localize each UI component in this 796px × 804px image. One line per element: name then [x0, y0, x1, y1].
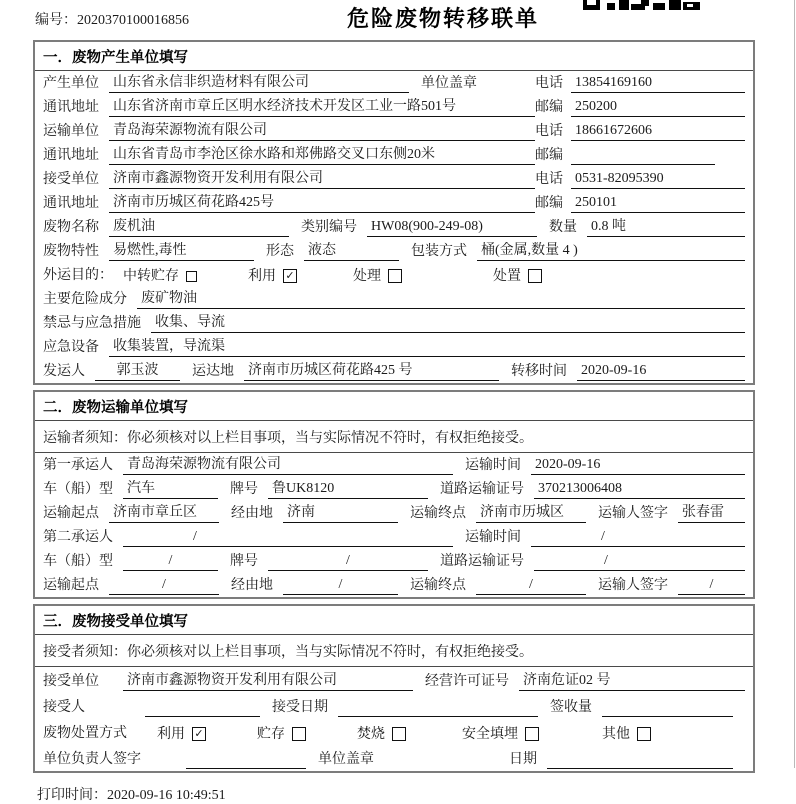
- receive-unit-label: 接受单位: [43, 172, 99, 187]
- receive-person-label: 接受人: [43, 700, 85, 715]
- via-label: 经由地: [231, 506, 273, 521]
- consignor-value: 郭玉波: [95, 362, 180, 381]
- purpose-option-label: 中转贮存: [123, 269, 179, 284]
- permit-value: 济南危证02 号: [519, 672, 745, 691]
- generator-postcode-field: [535, 96, 745, 117]
- section-generator: [33, 40, 755, 385]
- checkbox-unchecked-icon: [528, 269, 542, 283]
- waste-name-value: 废机油: [109, 218, 289, 237]
- serial-value: 2020370100016856: [77, 13, 189, 28]
- row-receiver-unit: [35, 667, 753, 693]
- purpose-label: 外运目的：: [43, 268, 113, 283]
- hazard-value: 废矿物油: [137, 290, 745, 309]
- vehicle2-value: /: [123, 552, 218, 571]
- sign2-value: /: [678, 576, 745, 595]
- vehicle-label: 车（船）型: [43, 554, 113, 569]
- destination-value: 济南市历城区荷花路425 号: [244, 362, 499, 381]
- vehicle-label: 车（船）型: [43, 482, 113, 497]
- checkbox-checked-icon: ✓: [192, 727, 206, 741]
- transport-phone-value: 18661672606: [571, 122, 745, 141]
- terminal-label: 运输终点: [410, 506, 466, 521]
- transport-time-label: 运输时间: [465, 530, 521, 545]
- date-label: 日期: [509, 752, 537, 767]
- receive-phone-value: 0531-82095390: [571, 170, 745, 189]
- disposal-option-label: 安全填埋: [462, 727, 518, 742]
- plate-label: 牌号: [230, 482, 258, 497]
- postcode-label: 邮编: [535, 100, 563, 115]
- receive-date-value: [338, 699, 538, 717]
- row-disposal: [35, 719, 753, 745]
- purpose-option-label: 处置: [493, 269, 521, 284]
- transporter-notice: 运输者须知：你必须核对以上栏目事项，当与实际情况不符时，有权拒绝接受。: [35, 421, 753, 453]
- checkbox-unchecked-icon: [637, 727, 651, 741]
- row-consignor: [35, 359, 753, 383]
- address-label: 通讯地址: [43, 100, 99, 115]
- transport-time2-value: /: [531, 528, 745, 547]
- purpose-option-utilize: [248, 265, 353, 285]
- receive-amount-value: [602, 699, 733, 717]
- disposal-option-label: 其他: [602, 727, 630, 742]
- checkbox-unchecked-icon: [292, 727, 306, 741]
- row-carrier1: [35, 453, 753, 477]
- row-generator-unit: [35, 71, 753, 95]
- packing-value: 桶(金属,数量 4 ): [477, 242, 745, 261]
- category-value: HW08(900-249-08): [367, 218, 537, 237]
- section-generator-title: 一．废物产生单位填写: [35, 42, 753, 71]
- form-value: 液态: [304, 242, 399, 261]
- origin-label: 运输起点: [43, 506, 99, 521]
- transport-time1-value: 2020-09-16: [531, 456, 745, 475]
- row-waste-name: [35, 215, 753, 239]
- checkbox-unchecked-icon: [388, 269, 402, 283]
- vehicle1-value: 汽车: [123, 480, 218, 499]
- packing-label: 包装方式: [411, 244, 467, 259]
- print-time: [0, 778, 796, 804]
- disposal-option-incinerate: [357, 723, 462, 743]
- via2-value: /: [283, 576, 398, 595]
- via-label: 经由地: [231, 578, 273, 593]
- carrier1-value: 青岛海荣源物流有限公司: [123, 456, 453, 475]
- section-transporter-title: 二．废物运输单位填写: [35, 392, 753, 421]
- disposal-label: 废物处置方式: [43, 726, 127, 741]
- purpose-option-treat: [353, 265, 493, 285]
- page-title: 危险废物转移联单: [346, 6, 539, 31]
- postcode-label: 邮编: [535, 148, 563, 163]
- checkbox-unchecked-icon: [525, 727, 539, 741]
- phone-label: 电话: [535, 172, 563, 187]
- postcode-label: 邮编: [535, 196, 563, 211]
- row-receiver-person: [35, 693, 753, 719]
- section-receiver-title: 三．废物接受单位填写: [35, 606, 753, 635]
- transport-time-label: 运输时间: [465, 458, 521, 473]
- transfer-time-value: 2020-09-16: [577, 362, 745, 381]
- via1-value: 济南: [283, 504, 398, 523]
- page-edge-line: [794, 0, 795, 768]
- receive-person-value: [145, 699, 260, 717]
- row-transport-unit: [35, 119, 753, 143]
- phone-label: 电话: [535, 124, 563, 139]
- receiver-notice: 接受者须知：你必须核对以上栏目事项，当与实际情况不符时，有权拒绝接受。: [35, 635, 753, 667]
- terminal-label: 运输终点: [410, 578, 466, 593]
- receive-phone-field: [535, 168, 745, 189]
- purpose-option-transfer-storage: [123, 265, 248, 285]
- transport-postcode-value: [571, 147, 715, 165]
- generator-address-value: 山东省济南市章丘区明水经济技术开发区工业一路501号: [109, 98, 535, 117]
- address-label: 通讯地址: [43, 196, 99, 211]
- permit-label: 经营许可证号: [425, 674, 509, 689]
- plate1-value: 鲁UK8120: [268, 480, 428, 499]
- receive-address-value: 济南市历城区荷花路425号: [109, 194, 535, 213]
- emergency-value: 收集、导流: [151, 314, 745, 333]
- manager-sign-value: [186, 751, 306, 769]
- serial-label: 编号：: [35, 13, 77, 28]
- address-label: 通讯地址: [43, 148, 99, 163]
- receiver-unit-value: 济南市鑫源物资开发利用有限公司: [123, 672, 413, 691]
- terminal1-value: 济南市历城区: [476, 504, 586, 523]
- disposal-option-storage: [257, 723, 357, 743]
- receive-postcode-field: [535, 192, 745, 213]
- disposal-option-other: [602, 723, 651, 743]
- consignor-label: 发运人: [43, 364, 85, 379]
- receive-date-label: 接受日期: [272, 700, 328, 715]
- checkbox-unchecked-icon: [186, 271, 197, 282]
- row-transport-address: [35, 143, 753, 167]
- row-route1: [35, 501, 753, 525]
- carrier2-value: /: [123, 528, 453, 547]
- transport-unit-value: 青岛海荣源物流有限公司: [109, 122, 535, 141]
- category-label: 类别编号: [301, 220, 357, 235]
- road-permit-label: 道路运输证号: [440, 482, 524, 497]
- plate-label: 牌号: [230, 554, 258, 569]
- origin2-value: /: [109, 576, 219, 595]
- carrier2-label: 第二承运人: [43, 530, 113, 545]
- quantity-value: 0.8 吨: [587, 218, 745, 237]
- row-carrier2: [35, 525, 753, 549]
- origin-label: 运输起点: [43, 578, 99, 593]
- character-value: 易燃性,毒性: [109, 242, 254, 261]
- transport-postcode-field: [535, 144, 745, 165]
- checkbox-checked-icon: ✓: [283, 269, 297, 283]
- character-label: 废物特性: [43, 244, 99, 259]
- purpose-option-dispose: [493, 265, 542, 285]
- row-hazard: [35, 287, 753, 311]
- disposal-option-landfill: [462, 723, 602, 743]
- print-time-value: 2020-09-16 10:49:51: [107, 788, 226, 803]
- road-permit2-value: /: [534, 552, 745, 571]
- road-permit1-value: 370213006408: [534, 480, 745, 499]
- generator-seal-label: 单位盖章: [421, 76, 477, 91]
- receive-postcode-value: 250101: [571, 194, 745, 213]
- row-receive-unit: [35, 167, 753, 191]
- row-waste-character: [35, 239, 753, 263]
- manifest-form: [33, 40, 755, 773]
- print-time-label: 打印时间：: [37, 788, 107, 803]
- receiver-unit-label: 接受单位: [43, 674, 99, 689]
- row-generator-address: [35, 95, 753, 119]
- hazard-label: 主要危险成分: [43, 292, 127, 307]
- section-transporter: [33, 390, 755, 599]
- phone-label: 电话: [535, 76, 563, 91]
- generator-unit-label: 产生单位: [43, 76, 99, 91]
- disposal-option-label: 焚烧: [357, 727, 385, 742]
- generator-unit-value: 山东省永信非织造材料有限公司: [109, 74, 409, 93]
- receive-unit-value: 济南市鑫源物资开发利用有限公司: [109, 170, 535, 189]
- row-route2: [35, 573, 753, 597]
- row-manager-sign: [35, 745, 753, 771]
- checkbox-unchecked-icon: [392, 727, 406, 741]
- destination-label: 运达地: [192, 364, 234, 379]
- disposal-option-label: 利用: [157, 727, 185, 742]
- row-vehicle2: [35, 549, 753, 573]
- disposal-option-label: 贮存: [257, 727, 285, 742]
- row-emergency: [35, 311, 753, 335]
- transport-phone-field: [535, 120, 745, 141]
- section-receiver: [33, 604, 755, 773]
- road-permit-label: 道路运输证号: [440, 554, 524, 569]
- document-header: [0, 0, 796, 40]
- generator-phone-value: 13854169160: [571, 74, 745, 93]
- disposal-option-utilize: [157, 723, 257, 743]
- waste-name-label: 废物名称: [43, 220, 99, 235]
- generator-phone-field: [535, 72, 745, 93]
- purpose-option-label: 利用: [248, 269, 276, 284]
- origin1-value: 济南市章丘区: [109, 504, 219, 523]
- terminal2-value: /: [476, 576, 586, 595]
- equipment-label: 应急设备: [43, 340, 99, 355]
- transfer-time-label: 转移时间: [511, 364, 567, 379]
- manager-sign-label: 单位负责人签字: [43, 752, 141, 767]
- row-vehicle1: [35, 477, 753, 501]
- purpose-option-label: 处理: [353, 269, 381, 284]
- row-receive-address: [35, 191, 753, 215]
- transport-address-value: 山东省青岛市李沧区徐水路和郑佛路交叉口东侧20米: [109, 146, 535, 165]
- form-label: 形态: [266, 244, 294, 259]
- date-value: [547, 751, 733, 769]
- carrier1-label: 第一承运人: [43, 458, 113, 473]
- row-equipment: [35, 335, 753, 359]
- generator-postcode-value: 250200: [571, 98, 745, 117]
- transport-unit-label: 运输单位: [43, 124, 99, 139]
- quantity-label: 数量: [549, 220, 577, 235]
- qr-code-fragment-icon: [583, 0, 700, 11]
- equipment-value: 收集装置，导流渠: [109, 338, 745, 357]
- sign-label: 运输人签字: [598, 506, 668, 521]
- receiver-seal-label: 单位盖章: [318, 752, 374, 767]
- emergency-label: 禁忌与应急措施: [43, 316, 141, 331]
- plate2-value: /: [268, 552, 428, 571]
- row-purpose: [35, 263, 753, 287]
- receive-amount-label: 签收量: [550, 700, 592, 715]
- sign-label: 运输人签字: [598, 578, 668, 593]
- sign1-value: 张春雷: [678, 504, 745, 523]
